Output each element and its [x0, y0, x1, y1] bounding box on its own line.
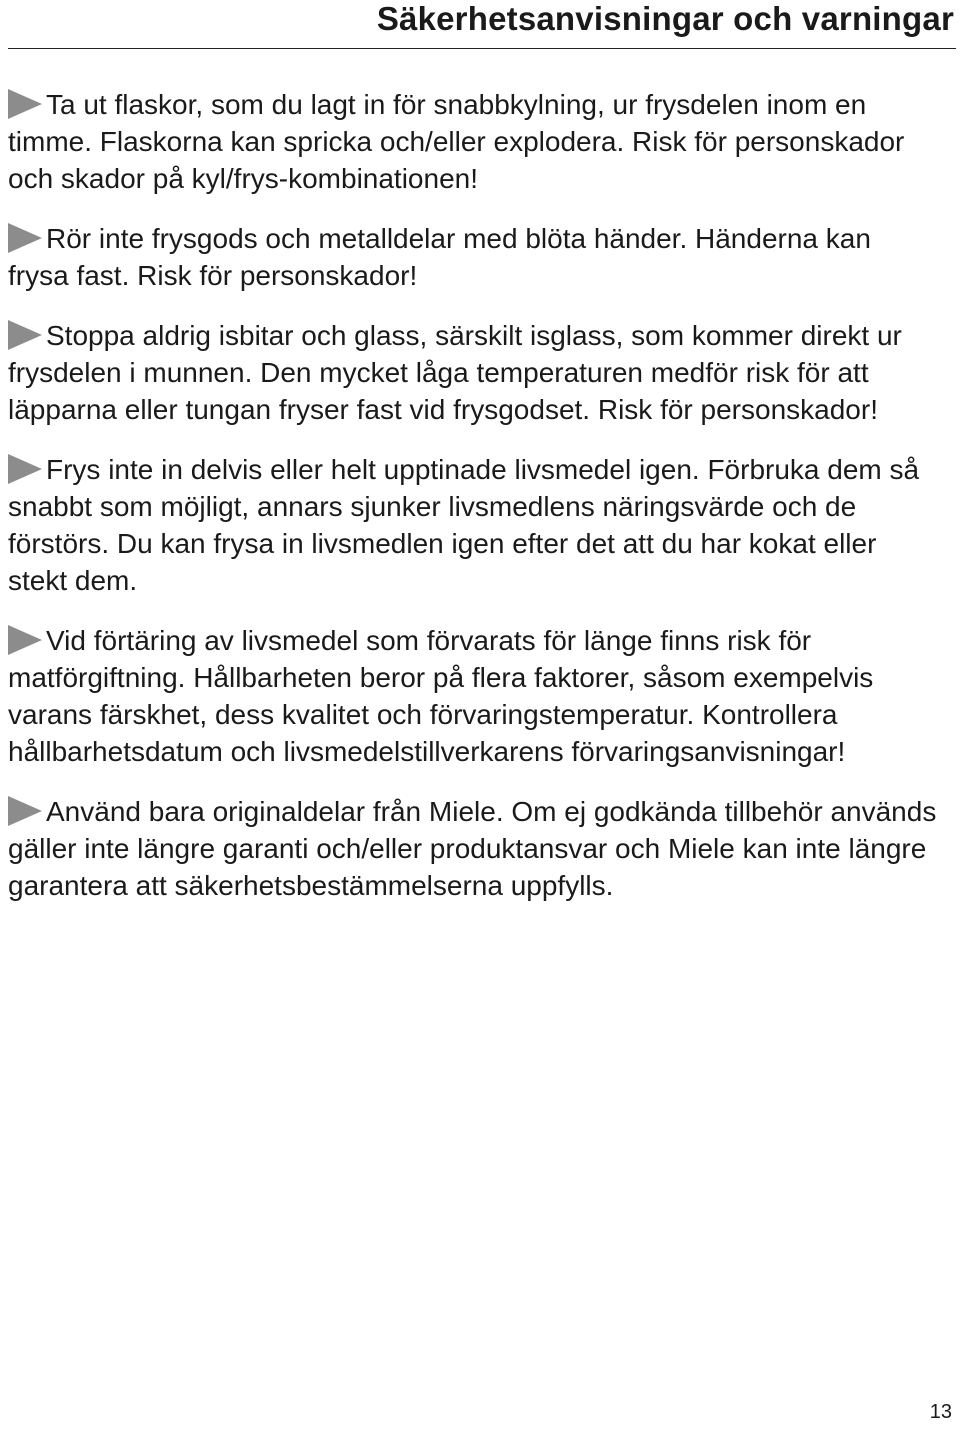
warning-text: Stoppa aldrig isbitar och glass, särskilt isglass, som kommer direkt ur frysdelen i munnen. Den mycket låga temperaturen medför risk för att läpparna eller tungan fryser fast vid frysgodset. Risk för personskador!	[8, 320, 902, 425]
warning-text: Använd bara originaldelar från Miele. Om ej godkända tillbehör används gäller inte längre garanti och/eller produktansvar och Miele kan inte längre garantera att säkerhetsbestämmelserna uppfylls.	[8, 796, 937, 901]
page-header	[8, 0, 956, 49]
page-number: 13	[929, 1401, 952, 1423]
warning-arrow-icon	[8, 625, 42, 655]
warning-text: Frys inte in delvis eller helt upptinade livsmedel igen. Förbruka dem så snabbt som möjligt, annars sjunker livsmedlens näringsvärde och de förstörs. Du kan frysa in livsmedlen igen efter det att du har kokat eller stekt dem.	[8, 454, 920, 596]
warning-item	[8, 451, 938, 599]
warning-arrow-icon	[8, 796, 42, 826]
warning-text: Rör inte frysgods och metalldelar med blöta händer. Händerna kan frysa fast. Risk för personskador!	[8, 223, 871, 291]
page-title: Säkerhetsanvisningar och varningar	[376, 0, 954, 37]
warning-text: Vid förtäring av livsmedel som förvarats för länge finns risk för matförgiftning. Hållbarheten beror på flera faktorer, såsom exempelvis varans färskhet, dess kvalitet och förvaringstemperatur. Kontrollera hållbarhetsdatum och livsmedelstillverkarens förvaringsanvisningar!	[8, 625, 874, 767]
warning-item	[8, 793, 938, 904]
warning-arrow-icon	[8, 454, 42, 484]
warning-item	[8, 220, 938, 294]
warning-item	[8, 86, 938, 197]
warning-text: Ta ut flaskor, som du lagt in för snabbkylning, ur frysdelen inom en timme. Flaskorna kan spricka och/eller explodera. Risk för personskador och skador på kyl/frys-kombinationen!	[8, 89, 905, 194]
warning-arrow-icon	[8, 223, 42, 253]
warning-arrow-icon	[8, 89, 42, 119]
warning-item	[8, 317, 938, 428]
warning-arrow-icon	[8, 320, 42, 350]
warning-item	[8, 622, 938, 770]
warnings-list	[8, 86, 938, 904]
